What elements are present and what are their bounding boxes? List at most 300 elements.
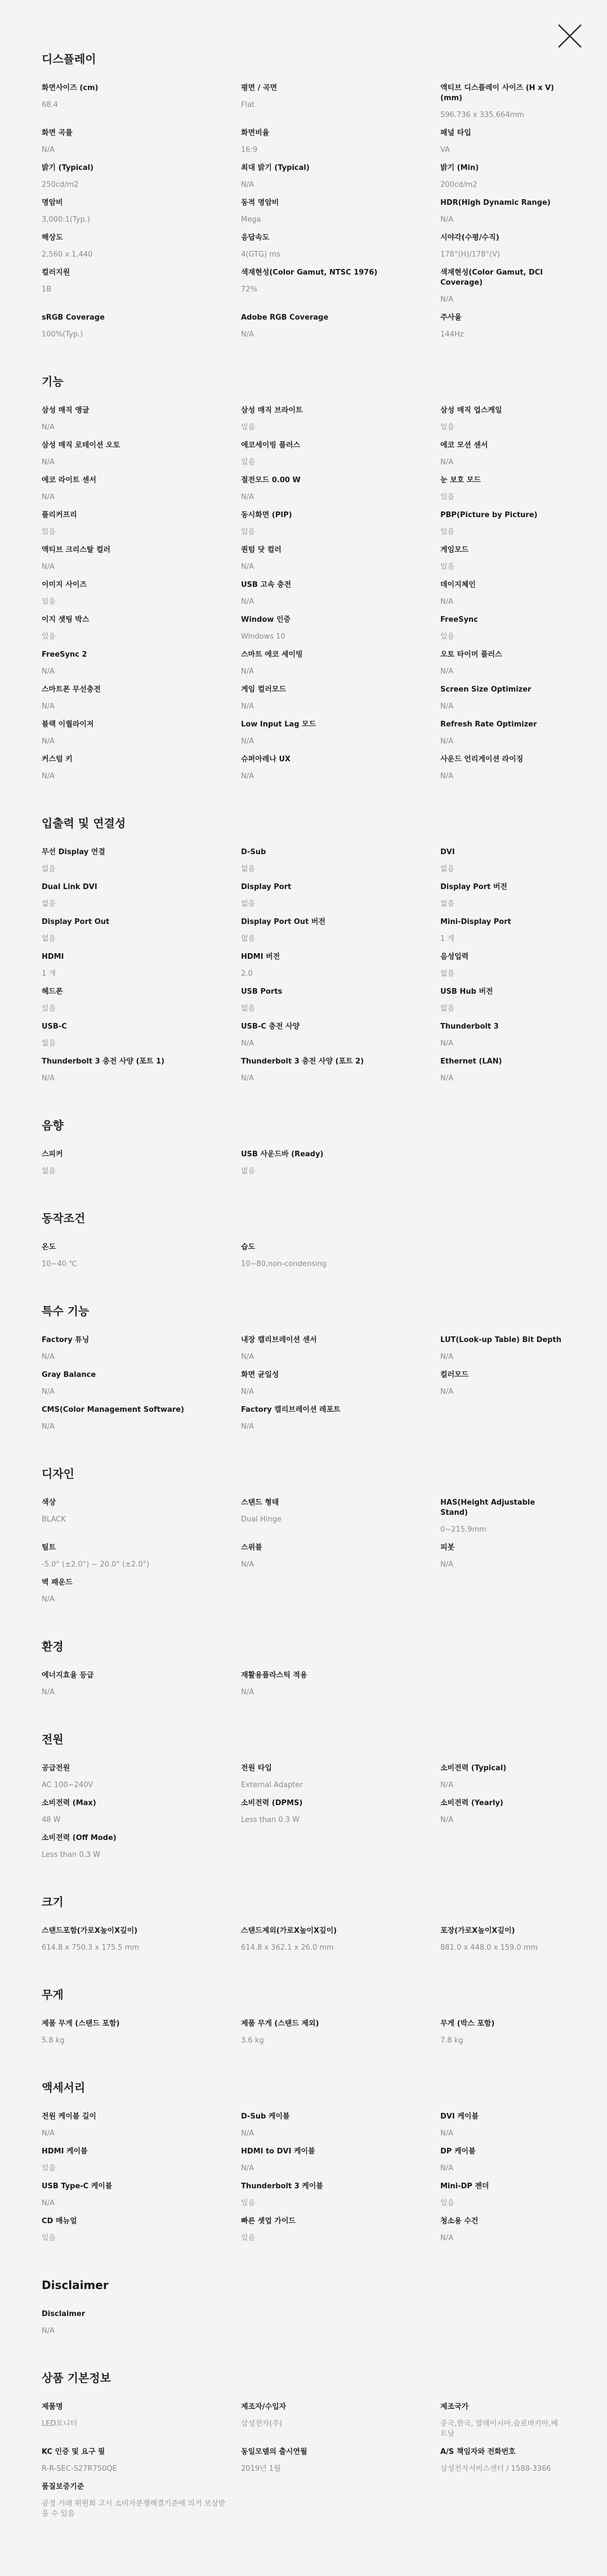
spec-item xyxy=(42,882,241,909)
spec-value: N/A xyxy=(440,1816,453,1824)
spec-value: N/A xyxy=(42,772,55,780)
spec-value: 없음 xyxy=(440,970,455,978)
spec-item xyxy=(241,1242,440,1269)
spec-value: N/A xyxy=(440,2129,453,2138)
spec-value: Mega xyxy=(241,216,261,224)
spec-label: 품질보증기준 xyxy=(42,2483,84,2491)
spec-value: 1B xyxy=(42,285,52,294)
spec-value: N/A xyxy=(241,1074,254,1083)
spec-item xyxy=(241,1150,440,1177)
spec-item xyxy=(241,441,440,468)
spec-label: 밝기 (Min) xyxy=(440,164,479,172)
spec-label: Thunderbolt 3 xyxy=(440,1022,499,1031)
spec-item xyxy=(440,268,574,305)
spec-value: N/A xyxy=(241,737,254,746)
spec-item xyxy=(42,1763,241,1790)
spec-value: N/A xyxy=(440,702,453,711)
spec-value: N/A xyxy=(42,423,55,432)
spec-label: 스마트폰 무선충전 xyxy=(42,685,101,694)
spec-value: 48 W xyxy=(42,1816,61,1824)
spec-value: 200cd/m2 xyxy=(440,181,477,189)
spec-value: 있음 xyxy=(241,528,256,536)
spec-item xyxy=(42,847,241,874)
spec-value: N/A xyxy=(440,1560,453,1569)
spec-item xyxy=(241,268,440,305)
spec-label: Factory 튜닝 xyxy=(42,1336,90,1344)
spec-item xyxy=(42,163,241,190)
spec-label: 에코 라이트 센서 xyxy=(42,476,96,484)
spec-value: N/A xyxy=(42,667,55,676)
spec-label: 전원 케이블 길이 xyxy=(42,2112,96,2121)
spec-item xyxy=(241,83,440,120)
spec-label: 시야각(수평/수직) xyxy=(440,234,499,242)
spec-item xyxy=(241,755,440,782)
spec-label: 오토 타이머 플러스 xyxy=(440,650,502,659)
spec-item xyxy=(42,650,241,677)
spec-label: FreeSync xyxy=(440,616,478,624)
spec-label: 스탠드포함(가로X높이X깊이) xyxy=(42,1927,138,1935)
spec-value: N/A xyxy=(440,598,453,606)
spec-item xyxy=(42,441,241,468)
spec-label: Low Input Lag 모드 xyxy=(241,720,316,729)
spec-label: Gray Balance xyxy=(42,1371,96,1379)
spec-item xyxy=(42,720,241,747)
spec-value: 중국,한국, 말레이시아,슬로바키아,베트남 xyxy=(440,2420,559,2438)
spec-label: 틸트 xyxy=(42,1543,56,1552)
spec-label: 공급전원 xyxy=(42,1764,70,1772)
spec-item xyxy=(440,163,574,190)
spec-value: 있음 xyxy=(440,423,455,432)
spec-item xyxy=(241,163,440,190)
spec-item xyxy=(440,128,574,155)
spec-label: 소비전력 (Off Mode) xyxy=(42,1834,117,1842)
spec-label: 화면사이즈 (cm) xyxy=(42,84,99,92)
spec-value: 없음 xyxy=(42,900,56,908)
spec-label: 평면 / 곡면 xyxy=(241,84,278,92)
spec-item xyxy=(440,1370,574,1397)
spec-label: 절전모드 0.00 W xyxy=(241,476,301,484)
spec-grid xyxy=(42,1671,574,1698)
spec-value: N/A xyxy=(241,181,254,189)
spec-value: -5.0° (±2.0°) ~ 20.0° (±2.0°) xyxy=(42,1560,150,1569)
spec-item xyxy=(241,615,440,642)
spec-grid xyxy=(42,2112,574,2243)
spec-value: N/A xyxy=(440,2164,453,2173)
spec-value: 없음 xyxy=(440,900,455,908)
spec-value: 2019년 1월 xyxy=(241,2465,281,2473)
spec-label: DVI 케이블 xyxy=(440,2112,479,2121)
spec-item xyxy=(241,952,440,979)
spec-item xyxy=(440,1498,574,1535)
spec-value: N/A xyxy=(42,2199,55,2207)
spec-value: 10~40 ℃ xyxy=(42,1260,77,1268)
spec-value: 삼성전자(주) xyxy=(241,2420,282,2428)
spec-label: USB-C 충전 사양 xyxy=(241,1022,300,1031)
spec-label: Dual Link DVI xyxy=(42,883,97,891)
spec-item xyxy=(440,1543,574,1570)
spec-label: 퀀텀 닷 컬러 xyxy=(241,546,282,554)
spec-label: Adobe RGB Coverage xyxy=(241,313,329,322)
spec-item xyxy=(42,268,241,305)
spec-value: N/A xyxy=(440,458,453,466)
spec-item xyxy=(42,406,241,433)
spec-item xyxy=(241,475,440,502)
spec-item xyxy=(42,987,241,1014)
spec-item xyxy=(440,755,574,782)
spec-item xyxy=(241,1405,440,1432)
spec-value: External Adapter xyxy=(241,1781,303,1789)
spec-label: HDMI 케이블 xyxy=(42,2147,88,2156)
spec-section xyxy=(42,1639,574,1698)
spec-label: 화면 곡률 xyxy=(42,129,73,137)
spec-value: 10~80,non-condensing xyxy=(241,1260,327,1268)
spec-item xyxy=(241,2147,440,2174)
spec-item xyxy=(42,128,241,155)
spec-label: 플리커프리 xyxy=(42,511,77,519)
spec-grid xyxy=(42,406,574,782)
spec-value: N/A xyxy=(241,2129,254,2138)
spec-item xyxy=(440,847,574,874)
spec-value: N/A xyxy=(42,146,55,154)
spec-value: N/A xyxy=(440,1353,453,1361)
spec-item xyxy=(241,1370,440,1397)
spec-value: 0~215.9mm xyxy=(440,1525,487,1534)
spec-value: 있음 xyxy=(440,2199,455,2207)
spec-value: N/A xyxy=(241,702,254,711)
spec-label: 벽 패운드 xyxy=(42,1578,73,1587)
spec-label: Window 인증 xyxy=(241,616,291,624)
spec-value: 있음 xyxy=(42,632,56,641)
spec-value: N/A xyxy=(42,702,55,711)
spec-label: 스탠드제외(가로X높이X깊이) xyxy=(241,1927,337,1935)
spec-label: 커스텀 키 xyxy=(42,755,73,764)
spec-item xyxy=(42,615,241,642)
spec-item xyxy=(241,1926,440,1953)
spec-item xyxy=(241,1798,440,1825)
spec-item xyxy=(440,882,574,909)
spec-grid xyxy=(42,1150,574,1177)
spec-item xyxy=(42,1498,241,1535)
spec-value: 있음 xyxy=(440,528,455,536)
spec-value: 없음 xyxy=(241,865,256,873)
spec-item xyxy=(440,917,574,944)
spec-label: Display Port Out 버전 xyxy=(241,918,325,926)
spec-grid xyxy=(42,1242,574,1269)
spec-item xyxy=(440,1763,574,1790)
spec-value: LED모니터 xyxy=(42,2420,78,2428)
spec-item xyxy=(440,441,574,468)
spec-value: 없음 xyxy=(241,900,256,908)
spec-item xyxy=(42,1671,241,1698)
spec-grid xyxy=(42,1926,574,1953)
spec-value: 있음 xyxy=(440,563,455,571)
spec-item xyxy=(440,1926,574,1953)
spec-label: 청소용 수건 xyxy=(440,2217,479,2225)
spec-value: N/A xyxy=(241,1353,254,1361)
spec-item xyxy=(241,1022,440,1049)
spec-label: PBP(Picture by Picture) xyxy=(440,511,538,519)
spec-label: USB 사운드바 (Ready) xyxy=(241,1150,324,1159)
close-button[interactable] xyxy=(556,23,583,50)
spec-label: 빠른 셋업 가이드 xyxy=(241,2217,296,2225)
spec-value: 2,560 x 1,440 xyxy=(42,250,93,259)
spec-item xyxy=(440,2402,574,2439)
spec-item xyxy=(241,2182,440,2209)
spec-label: 색재현성(Color Gamut, NTSC 1976) xyxy=(241,268,378,277)
spec-item xyxy=(241,1057,440,1084)
spec-item xyxy=(42,233,241,260)
spec-item xyxy=(440,406,574,433)
section-title: 음향 xyxy=(42,1119,64,1132)
spec-value: N/A xyxy=(241,330,254,339)
spec-value: 7.8 kg xyxy=(440,2036,463,2045)
spec-item xyxy=(42,1150,241,1177)
spec-label: 헤드폰 xyxy=(42,988,63,996)
spec-item xyxy=(42,1833,241,1860)
spec-value: N/A xyxy=(241,772,254,780)
spec-label: sRGB Coverage xyxy=(42,313,105,322)
spec-label: Mini-DP 젠더 xyxy=(440,2182,489,2191)
spec-label: 스탠드 형태 xyxy=(241,1498,279,1507)
spec-label: Thunderbolt 3 충전 사양 (포트 1) xyxy=(42,1057,165,1066)
spec-label: 이지 셋팅 박스 xyxy=(42,616,90,624)
spec-grid xyxy=(42,2309,574,2336)
spec-value: 144Hz xyxy=(440,330,464,339)
spec-value: 없음 xyxy=(42,1039,56,1048)
spec-label: 전원 타입 xyxy=(241,1764,272,1772)
section-title: Disclaimer xyxy=(42,2278,109,2292)
spec-section xyxy=(42,2371,574,2519)
spec-item xyxy=(440,720,574,747)
spec-label: USB 고속 충전 xyxy=(241,581,292,589)
spec-item xyxy=(42,2112,241,2139)
spec-item xyxy=(241,847,440,874)
spec-value: N/A xyxy=(42,1422,55,1431)
spec-section xyxy=(42,1466,574,1605)
spec-label: 온도 xyxy=(42,1243,56,1251)
spec-item xyxy=(440,83,574,120)
spec-label: 밝기 (Typical) xyxy=(42,164,94,172)
spec-value: 없음 xyxy=(440,1004,455,1013)
spec-value: 없음 xyxy=(440,865,455,873)
spec-value: 2.0 xyxy=(241,970,253,978)
spec-value: N/A xyxy=(440,1074,453,1083)
section-title: 상품 기본정보 xyxy=(42,2371,111,2385)
spec-section xyxy=(42,816,574,1084)
spec-label: 재활용플라스틱 적용 xyxy=(241,1671,307,1680)
spec-item xyxy=(241,510,440,537)
spec-grid xyxy=(42,1498,574,1605)
spec-label: FreeSync 2 xyxy=(42,650,87,659)
spec-value: 있음 xyxy=(42,2234,56,2242)
spec-value: N/A xyxy=(42,2327,55,2335)
spec-item xyxy=(241,1671,440,1698)
spec-item xyxy=(440,615,574,642)
spec-value: AC 100~240V xyxy=(42,1781,93,1789)
spec-label: 제품 무게 (스탠드 포함) xyxy=(42,2019,120,2028)
spec-value: 없음 xyxy=(241,935,256,943)
spec-label: 삼성 매직 앵글 xyxy=(42,406,90,415)
spec-item xyxy=(42,1335,241,1362)
spec-item xyxy=(42,1926,241,1953)
spec-item xyxy=(241,1763,440,1790)
section-title: 디스플레이 xyxy=(42,52,96,66)
spec-item xyxy=(241,2112,440,2139)
spec-label: 해상도 xyxy=(42,234,63,242)
spec-section xyxy=(42,1895,574,1953)
close-icon xyxy=(556,23,583,50)
spec-value: N/A xyxy=(241,1688,254,1697)
spec-label: LUT(Look-up Table) Bit Depth xyxy=(440,1336,561,1344)
spec-label: Display Port 버전 xyxy=(440,883,507,891)
spec-value: 없음 xyxy=(241,1004,256,1013)
spec-value: N/A xyxy=(42,1688,55,1697)
spec-label: Display Port xyxy=(241,883,292,891)
spec-label: 동시화면 (PIP) xyxy=(241,511,292,519)
spec-label: D-Sub xyxy=(241,848,266,856)
spec-value: N/A xyxy=(42,563,55,571)
spec-item xyxy=(241,882,440,909)
spec-label: 데이지체인 xyxy=(440,581,476,589)
section-title: 특수 기능 xyxy=(42,1304,90,1318)
spec-section xyxy=(42,374,574,782)
spec-value: 없음 xyxy=(42,865,56,873)
spec-label: 스마트 에코 세이빙 xyxy=(241,650,303,659)
section-title: 입출력 및 연결성 xyxy=(42,816,126,830)
spec-item xyxy=(42,545,241,572)
spec-label: HAS(Height Adjustable Stand) xyxy=(440,1498,535,1517)
spec-section xyxy=(42,1211,574,1269)
spec-label: 포장(가로X높이X깊이) xyxy=(440,1927,515,1935)
spec-label: 에코세이빙 플러스 xyxy=(241,441,300,450)
spec-label: 응답속도 xyxy=(241,234,270,242)
spec-label: 이미지 사이즈 xyxy=(42,581,87,589)
spec-item xyxy=(440,198,574,225)
spec-label: Screen Size Optimizer xyxy=(440,685,532,694)
spec-label: 소비전력 (Typical) xyxy=(440,1764,507,1772)
spec-item xyxy=(440,952,574,979)
spec-item xyxy=(440,685,574,712)
spec-item xyxy=(42,1405,241,1432)
spec-item xyxy=(42,1022,241,1049)
spec-value: 178°(H)/178°(V) xyxy=(440,250,500,259)
spec-item xyxy=(440,987,574,1014)
spec-item xyxy=(440,545,574,572)
spec-label: 동적 명암비 xyxy=(241,199,279,207)
spec-label: 컬러모드 xyxy=(440,1371,469,1379)
spec-value: R-R-SEC-S27R750QE xyxy=(42,2465,117,2473)
spec-item xyxy=(440,2447,574,2474)
spec-label: 습도 xyxy=(241,1243,256,1251)
spec-item xyxy=(241,2019,440,2046)
spec-label: DVI xyxy=(440,848,455,856)
spec-label: 색재현성(Color Gamut, DCI Coverage) xyxy=(440,268,543,287)
spec-label: 주사율 xyxy=(440,313,462,322)
spec-item xyxy=(42,2482,241,2519)
section-title: 크기 xyxy=(42,1895,64,1909)
spec-grid xyxy=(42,83,574,340)
spec-item xyxy=(42,755,241,782)
spec-label: 음성입력 xyxy=(440,953,469,961)
spec-label: HDMI 버전 xyxy=(241,953,280,961)
spec-label: 동일모델의 출시연월 xyxy=(241,2448,307,2456)
spec-section xyxy=(42,1304,574,1432)
spec-item xyxy=(42,917,241,944)
spec-label: USB Hub 버전 xyxy=(440,988,493,996)
spec-item xyxy=(440,313,574,340)
spec-item xyxy=(440,1335,574,1362)
spec-item xyxy=(241,1543,440,1570)
spec-item xyxy=(42,2147,241,2174)
spec-section xyxy=(42,1118,574,1177)
spec-value: 614.8 x 362.1 x 26.0 mm xyxy=(241,1944,334,1952)
spec-value: 68.4 xyxy=(42,101,58,109)
spec-grid xyxy=(42,1335,574,1432)
spec-item xyxy=(440,2112,574,2139)
spec-label: USB Ports xyxy=(241,988,283,996)
spec-value: N/A xyxy=(241,1039,254,1048)
spec-item xyxy=(440,475,574,502)
spec-label: 패널 타입 xyxy=(440,129,471,137)
spec-section xyxy=(42,1732,574,1860)
spec-item xyxy=(440,2019,574,2046)
spec-value: N/A xyxy=(440,737,453,746)
spec-value: N/A xyxy=(440,216,453,224)
spec-value: 있음 xyxy=(440,493,455,501)
spec-section xyxy=(42,2278,574,2336)
spec-value: 5.8 kg xyxy=(42,2036,65,2045)
spec-item xyxy=(42,1242,241,1269)
spec-label: 화면비율 xyxy=(241,129,270,137)
spec-item xyxy=(42,1370,241,1397)
spec-label: A/S 책임자와 전화번호 xyxy=(440,2448,516,2456)
spec-grid xyxy=(42,1763,574,1860)
spec-label: 액티브 크리스탈 컬러 xyxy=(42,546,111,554)
spec-value: N/A xyxy=(241,493,254,501)
spec-item xyxy=(440,233,574,260)
spec-item xyxy=(440,650,574,677)
spec-value: N/A xyxy=(440,1039,453,1048)
spec-value: N/A xyxy=(42,458,55,466)
spec-item xyxy=(42,580,241,607)
spec-label: D-Sub 케이블 xyxy=(241,2112,290,2121)
spec-label: 액티브 디스플레이 사이즈 (H x V) (mm) xyxy=(440,84,554,102)
spec-label: USB Type-C 케이블 xyxy=(42,2182,113,2191)
spec-item xyxy=(241,128,440,155)
spec-label: 눈 보호 모드 xyxy=(440,476,481,484)
spec-value: 삼성전자서비스센터 / 1588-3366 xyxy=(440,2465,551,2473)
spec-item xyxy=(42,2216,241,2243)
spec-item xyxy=(440,510,574,537)
section-title: 기능 xyxy=(42,375,64,388)
spec-item xyxy=(241,2447,440,2474)
spec-value: N/A xyxy=(42,1074,55,1083)
spec-label: Disclaimer xyxy=(42,2310,86,2318)
spec-item xyxy=(440,580,574,607)
section-title: 무게 xyxy=(42,1988,64,2001)
spec-item xyxy=(440,1798,574,1825)
spec-label: 제품명 xyxy=(42,2403,63,2411)
spec-item xyxy=(42,1578,241,1605)
spec-value: 4(GTG) ms xyxy=(241,250,280,259)
spec-item xyxy=(241,1498,440,1535)
spec-label: CD 매뉴얼 xyxy=(42,2217,77,2225)
spec-value: 881.0 x 448.0 x 159.0 mm xyxy=(440,1944,538,1952)
spec-label: 스피커 xyxy=(42,1150,63,1159)
spec-label: 블랙 이퀄라이저 xyxy=(42,720,94,729)
spec-label: 화면 균일성 xyxy=(241,1371,279,1379)
spec-value: N/A xyxy=(241,2164,254,2173)
